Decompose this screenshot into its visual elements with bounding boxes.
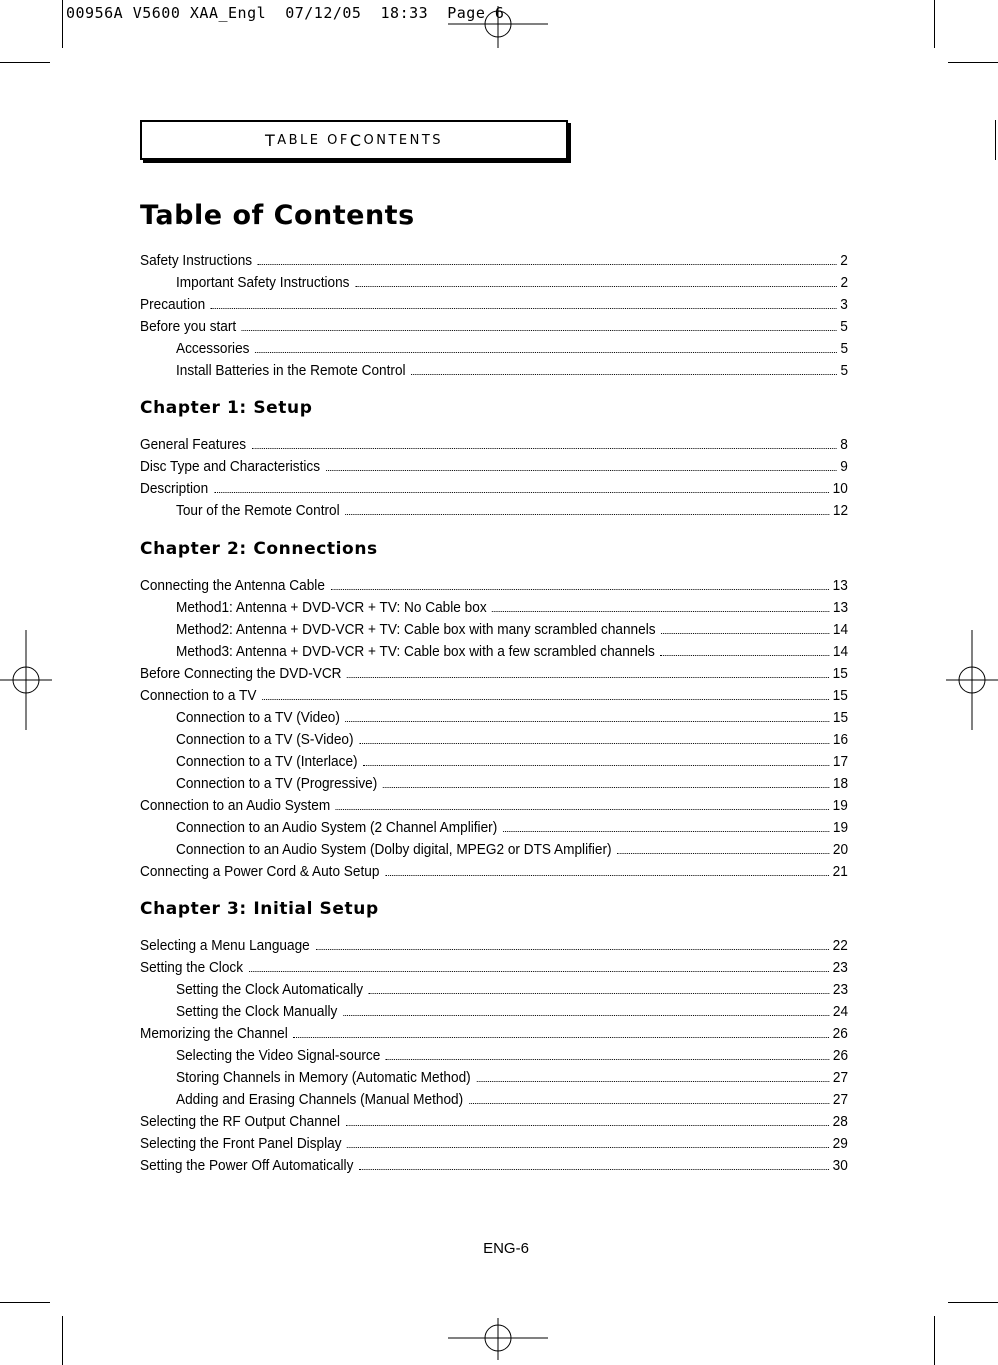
toc-entry-page: 23 — [832, 960, 848, 976]
toc-entry — [140, 957, 848, 979]
toc-entry-label: Connecting a Power Cord & Auto Setup — [140, 864, 380, 880]
toc-entry-label: Connection to an Audio System (Dolby digital, MPEG2 or DTS Amplifier) — [176, 842, 612, 858]
chapter-heading: Chapter 1: Setup — [140, 398, 313, 418]
registration-mark-icon — [448, 2, 548, 48]
toc-entry — [140, 685, 848, 707]
toc-entry-label: Tour of the Remote Control — [176, 503, 340, 519]
toc-entry-label: Important Safety Instructions — [176, 275, 350, 291]
toc-entry — [140, 861, 848, 883]
toc-entry-page: 5 — [840, 363, 849, 379]
toc-entry-label: Selecting a Menu Language — [140, 938, 310, 954]
toc-entry-page: 14 — [832, 622, 849, 638]
dot-leader — [346, 1124, 829, 1126]
toc-entry-label: Method3: Antenna + DVD-VCR + TV: Cable box with a few scrambled channels — [176, 644, 655, 660]
toc-entry-page: 28 — [832, 1114, 848, 1130]
registration-mark-icon — [0, 630, 52, 730]
toc-entry-page: 30 — [832, 1158, 848, 1174]
toc-entry — [176, 641, 848, 663]
toc-entry-page: 16 — [832, 732, 849, 748]
banner-initial: C — [349, 130, 364, 150]
toc-entry-label: Selecting the RF Output Channel — [140, 1114, 341, 1130]
toc-entry-page: 26 — [832, 1026, 848, 1042]
dot-leader — [242, 329, 837, 331]
dot-leader — [660, 654, 829, 656]
toc-entry-page: 23 — [832, 982, 849, 998]
toc-entry — [140, 1023, 848, 1045]
print-slug: 00956A V5600 XAA_Engl 07/12/05 18:33 Page 6 — [66, 4, 505, 22]
toc-entry — [140, 434, 848, 456]
toc-entry-label: Setting the Clock — [140, 960, 244, 976]
toc-entry-label: Install Batteries in the Remote Control — [176, 363, 406, 379]
toc-entry — [176, 707, 848, 729]
chapter-heading: Chapter 3: Initial Setup — [140, 899, 379, 919]
toc-entry-page: 8 — [840, 437, 848, 453]
toc-entry-label: Setting the Power Off Automatically — [140, 1158, 354, 1174]
dot-leader — [211, 307, 837, 309]
toc-entry-label: Setting the Clock Automatically — [176, 982, 364, 998]
registration-mark-icon — [946, 630, 998, 730]
toc-entry-page: 19 — [832, 798, 848, 814]
toc-entry-page: 13 — [832, 578, 848, 594]
registration-mark-icon — [448, 1318, 548, 1364]
dot-leader — [331, 588, 829, 590]
crop-mark — [934, 1316, 935, 1365]
crop-mark — [995, 120, 996, 160]
toc-entry-page: 5 — [840, 341, 849, 357]
toc-entry-page: 5 — [840, 319, 848, 335]
crop-mark — [948, 1302, 998, 1303]
toc-entry — [140, 1133, 848, 1155]
toc-entry — [140, 250, 848, 272]
toc-entry-label: Memorizing the Channel — [140, 1026, 288, 1042]
toc-entry — [140, 575, 848, 597]
dot-leader — [346, 720, 830, 722]
toc-entry-page: 10 — [832, 481, 848, 497]
crop-mark — [0, 62, 50, 63]
dot-leader — [347, 1146, 829, 1148]
toc-entry-page: 15 — [832, 710, 849, 726]
dot-leader — [293, 1036, 829, 1038]
dot-leader — [503, 830, 829, 832]
dot-leader — [492, 610, 829, 612]
toc-entry-label: Connection to an Audio System (2 Channel Amplifier) — [176, 820, 498, 836]
toc-entry-label: Setting the Clock Manually — [176, 1004, 338, 1020]
toc-entry — [140, 935, 848, 957]
toc-entry — [176, 1089, 848, 1111]
dot-leader — [359, 742, 829, 744]
dot-leader — [411, 373, 837, 375]
toc-entry-label: Selecting the Front Panel Display — [140, 1136, 342, 1152]
toc-entry-page: 15 — [832, 688, 848, 704]
toc-entry-page: 29 — [832, 1136, 848, 1152]
toc-entry-page: 9 — [840, 459, 848, 475]
dot-leader — [345, 513, 829, 515]
toc-entry-label: Disc Type and Characteristics — [140, 459, 321, 475]
toc-entry — [176, 1045, 848, 1067]
dot-leader — [383, 786, 829, 788]
crop-mark — [0, 1302, 50, 1303]
crop-mark — [62, 0, 63, 48]
dot-leader — [476, 1080, 829, 1082]
dot-leader — [617, 852, 829, 854]
dot-leader — [363, 764, 829, 766]
toc-entry-label: Selecting the Video Signal-source — [176, 1048, 381, 1064]
toc-entry — [176, 1067, 848, 1089]
banner-text: ONTENTS — [363, 132, 444, 148]
dot-leader — [355, 285, 837, 287]
dot-leader — [258, 263, 837, 265]
toc-entry-page: 15 — [832, 666, 848, 682]
dot-leader — [369, 992, 829, 994]
toc-entry — [140, 316, 848, 338]
toc-entry-page: 22 — [832, 938, 848, 954]
dot-leader — [359, 1168, 829, 1170]
banner-text: ABLE OF — [277, 132, 350, 148]
toc-entry-label: Precaution — [140, 297, 206, 313]
toc-entry-page: 12 — [832, 503, 849, 519]
toc-entry — [176, 751, 848, 773]
dot-leader — [315, 948, 828, 950]
chapter-heading: Chapter 2: Connections — [140, 539, 378, 559]
toc-entry-page: 2 — [840, 253, 848, 269]
toc-entry — [176, 619, 848, 641]
crop-mark — [948, 62, 998, 63]
toc-entry — [140, 1155, 848, 1177]
toc-entry — [176, 1001, 848, 1023]
toc-entry-page: 13 — [832, 600, 849, 616]
toc-entry-page: 19 — [832, 820, 849, 836]
toc-entry-page: 27 — [832, 1092, 849, 1108]
dot-leader — [326, 469, 837, 471]
dot-leader — [469, 1102, 829, 1104]
toc-entry-label: Connection to a TV (Video) — [176, 710, 340, 726]
toc-entry-page: 14 — [832, 644, 849, 660]
toc-entry — [140, 663, 848, 685]
toc-entry-page: 20 — [832, 842, 849, 858]
toc-entry-page: 21 — [832, 864, 848, 880]
toc-entry — [176, 979, 848, 1001]
toc-entry-label: Connection to an Audio System — [140, 798, 331, 814]
toc-entry-label: Connection to a TV (Progressive) — [176, 776, 378, 792]
toc-entry — [176, 272, 848, 294]
toc-entry — [176, 360, 848, 382]
dot-leader — [343, 1014, 829, 1016]
dot-leader — [386, 1058, 829, 1060]
toc-entry-label: General Features — [140, 437, 247, 453]
dot-leader — [347, 676, 829, 678]
toc-entry-page: 3 — [840, 297, 848, 313]
dot-leader — [336, 808, 829, 810]
toc-entry-label: Before Connecting the DVD-VCR — [140, 666, 342, 682]
dot-leader — [385, 874, 829, 876]
crop-mark — [934, 0, 935, 48]
toc-entry-label: Method1: Antenna + DVD-VCR + TV: No Cable box — [176, 600, 487, 616]
toc-entry — [176, 597, 848, 619]
toc-entry-page: 18 — [832, 776, 849, 792]
toc-entry-label: Connection to a TV (Interlace) — [176, 754, 358, 770]
toc-entry — [176, 500, 848, 522]
toc-entry — [176, 839, 848, 861]
banner-initial: T — [264, 130, 278, 150]
toc-entry — [176, 338, 848, 360]
toc-entry-label: Method2: Antenna + DVD-VCR + TV: Cable box with many scrambled channels — [176, 622, 656, 638]
toc-entry-label: Storing Channels in Memory (Automatic Method) — [176, 1070, 471, 1086]
toc-entry-label: Before you start — [140, 319, 237, 335]
dot-leader — [214, 491, 829, 493]
toc-entry — [176, 817, 848, 839]
page-number: ENG-6 — [483, 1240, 529, 1257]
toc-entry-page: 24 — [832, 1004, 849, 1020]
crop-mark — [62, 1316, 63, 1365]
toc-entry-label: Accessories — [176, 341, 250, 357]
toc-entry-page: 2 — [840, 275, 849, 291]
dot-leader — [661, 632, 829, 634]
toc-entry — [176, 729, 848, 751]
toc-entry — [176, 773, 848, 795]
toc-entry-page: 26 — [832, 1048, 849, 1064]
dot-leader — [255, 351, 837, 353]
toc-entry-label: Adding and Erasing Channels (Manual Method) — [176, 1092, 464, 1108]
page-title: Table of Contents — [140, 200, 415, 231]
toc-entry-label: Connection to a TV — [140, 688, 257, 704]
toc-entry-page: 27 — [832, 1070, 849, 1086]
toc-entry-page: 17 — [832, 754, 849, 770]
toc-entry — [140, 1111, 848, 1133]
toc-entry-label: Connection to a TV (S-Video) — [176, 732, 354, 748]
dot-leader — [262, 698, 829, 700]
section-banner — [140, 120, 568, 160]
toc-entry-label: Connecting the Antenna Cable — [140, 578, 325, 594]
toc-entry — [140, 294, 848, 316]
toc-entry — [140, 478, 848, 500]
toc-entry — [140, 456, 848, 478]
toc-entry — [140, 795, 848, 817]
dot-leader — [252, 447, 837, 449]
toc-entry-label: Safety Instructions — [140, 253, 253, 269]
toc-entry-label: Description — [140, 481, 209, 497]
dot-leader — [249, 970, 829, 972]
